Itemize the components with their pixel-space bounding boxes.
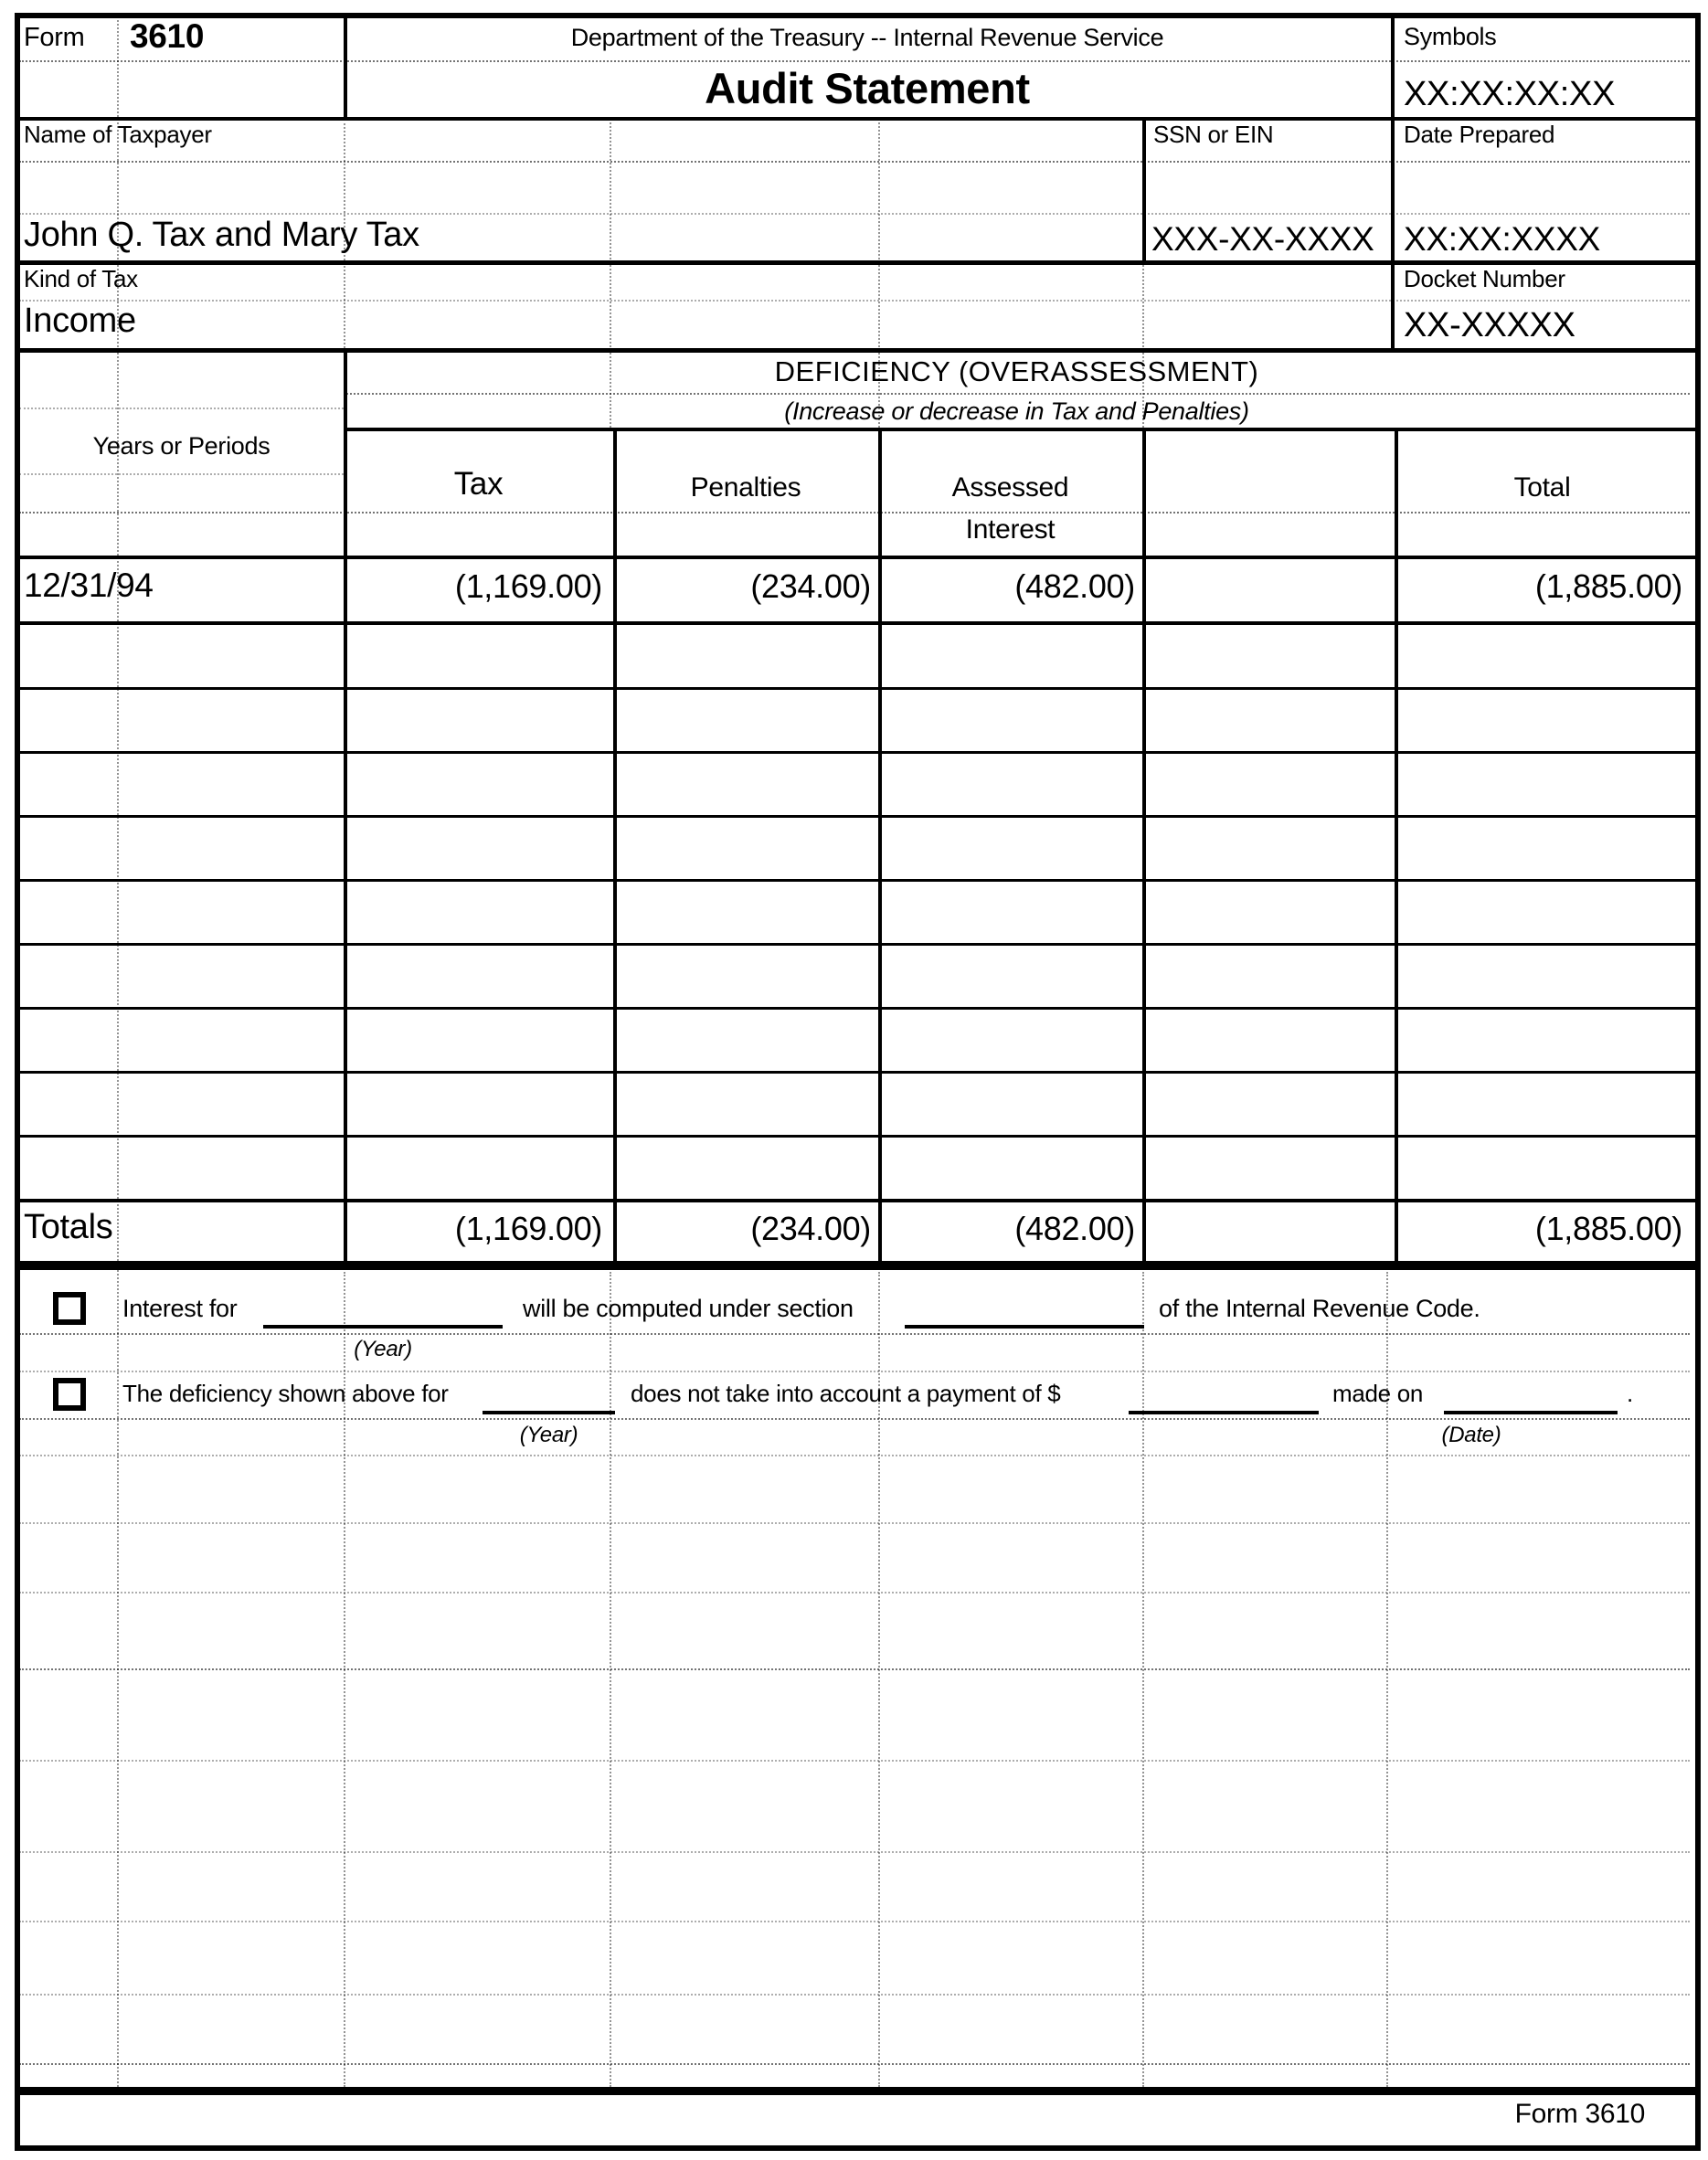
docket-number-value: XX-XXXXX [1404,306,1575,344]
symbols-value: XX:XX:XX:XX [1404,75,1616,113]
kind-of-tax-value: Income [24,302,136,340]
dotted-rule [19,1418,1690,1420]
table-row-tax: (1,169.00) [454,567,602,605]
interest-year-annotation: (Year) [354,1337,412,1361]
deficiency-payment-checkbox[interactable] [53,1378,86,1411]
dotted-rule [19,408,344,409]
hrule-heavy [15,1261,1699,1270]
deficiency-year-annotation: (Year) [519,1423,578,1447]
vrule [1142,428,1146,1263]
dotted-rule [19,1522,1690,1524]
hrule-heavy [15,2087,1699,2095]
ssn-or-ein-value: XXX-XX-XXXX [1151,220,1374,258]
dotted-rule [19,1333,1690,1335]
dotted-rule [19,300,1690,302]
dotted-rule [19,473,344,475]
dotted-rule [19,512,1690,514]
hrule [15,1135,1699,1138]
date-prepared-value: XX:XX:XXXX [1404,220,1600,258]
col-header-years-or-periods: Years or Periods [92,432,271,460]
deficiency-text-middle: does not take into account a payment of $ [631,1380,1061,1407]
dotted-rule [19,213,1690,215]
totals-tax: (1,169.00) [454,1210,602,1247]
dotted-rule [19,1994,1690,1996]
interest-text-start: Interest for [122,1295,238,1322]
interest-checkbox[interactable] [53,1292,86,1325]
table-row-period: 12/31/94 [24,566,154,604]
footer-form-number: Form 3610 [1514,2099,1645,2129]
symbols-label: Symbols [1404,23,1497,50]
hrule [15,1199,1699,1202]
col-header-tax: Tax [453,466,504,502]
col-header-interest: Interest [965,514,1056,545]
deficiency-year-blank-field[interactable] [483,1411,615,1414]
vrule [613,428,617,1263]
totals-assessed-interest: (482.00) [1014,1210,1135,1247]
table-row-penalties: (234.00) [750,567,871,605]
dotted-vrule [610,1272,611,2087]
hrule [15,556,1699,559]
deficiency-date-annotation: (Date) [1441,1423,1501,1447]
vrule [878,428,882,1263]
form-word-label: Form [24,23,85,52]
interest-year-blank-field[interactable] [263,1325,503,1329]
hrule [15,348,1699,353]
vrule [1395,428,1398,1263]
hrule [15,1007,1699,1010]
hrule [15,815,1699,818]
dotted-rule [19,161,1690,163]
dotted-rule [19,2063,1690,2065]
vrule [1142,117,1146,263]
docket-number-label: Docket Number [1404,265,1565,292]
totals-label: Totals [24,1208,113,1246]
totals-total: (1,885.00) [1534,1210,1682,1247]
dotted-rule [19,1851,1690,1853]
date-prepared-label: Date Prepared [1404,121,1555,148]
dotted-rule [19,1455,1690,1456]
hrule [15,1071,1699,1074]
dotted-rule [19,1668,1690,1670]
interest-section-blank-field[interactable] [905,1325,1144,1329]
hrule [344,428,1699,431]
form-number: 3610 [130,17,205,55]
deficiency-section-subtitle: (Increase or decrease in Tax and Penalties) [784,397,1249,425]
deficiency-section-title: DEFICIENCY (OVERASSESSMENT) [774,355,1259,387]
col-header-total: Total [1513,472,1571,503]
vrule [1391,15,1395,351]
ssn-or-ein-label: SSN or EIN [1153,121,1274,148]
deficiency-text-made-on: made on [1332,1380,1424,1407]
col-header-assessed: Assessed [951,472,1069,503]
dotted-rule [19,1371,1690,1372]
deficiency-amount-blank-field[interactable] [1129,1411,1319,1414]
hrule [15,943,1699,946]
dotted-rule [19,1760,1690,1762]
interest-text-end: of the Internal Revenue Code. [1159,1295,1480,1322]
dotted-rule [19,60,1690,62]
page-title: Audit Statement [705,64,1030,112]
table-row-assessed-interest: (482.00) [1014,567,1135,605]
table-row-total: (1,885.00) [1534,567,1682,605]
hrule [15,621,1699,625]
hrule [15,687,1699,690]
kind-of-tax-label: Kind of Tax [24,265,138,292]
name-of-taxpayer-value: John Q. Tax and Mary Tax [24,216,419,254]
totals-penalties: (234.00) [750,1210,871,1247]
deficiency-text-start: The deficiency shown above for [122,1380,449,1407]
deficiency-date-blank-field[interactable] [1444,1411,1618,1414]
dotted-rule [19,1921,1690,1922]
hrule [15,751,1699,754]
col-header-penalties: Penalties [690,472,801,503]
hrule [15,879,1699,882]
dotted-rule [344,393,1690,395]
dotted-rule [19,1592,1690,1594]
deficiency-text-period: . [1627,1380,1633,1407]
interest-text-middle: will be computed under section [523,1295,854,1322]
name-of-taxpayer-label: Name of Taxpayer [24,121,212,148]
agency-line: Department of the Treasury -- Internal Revenue Service [570,24,1164,51]
dotted-vrule [1142,1272,1144,2087]
